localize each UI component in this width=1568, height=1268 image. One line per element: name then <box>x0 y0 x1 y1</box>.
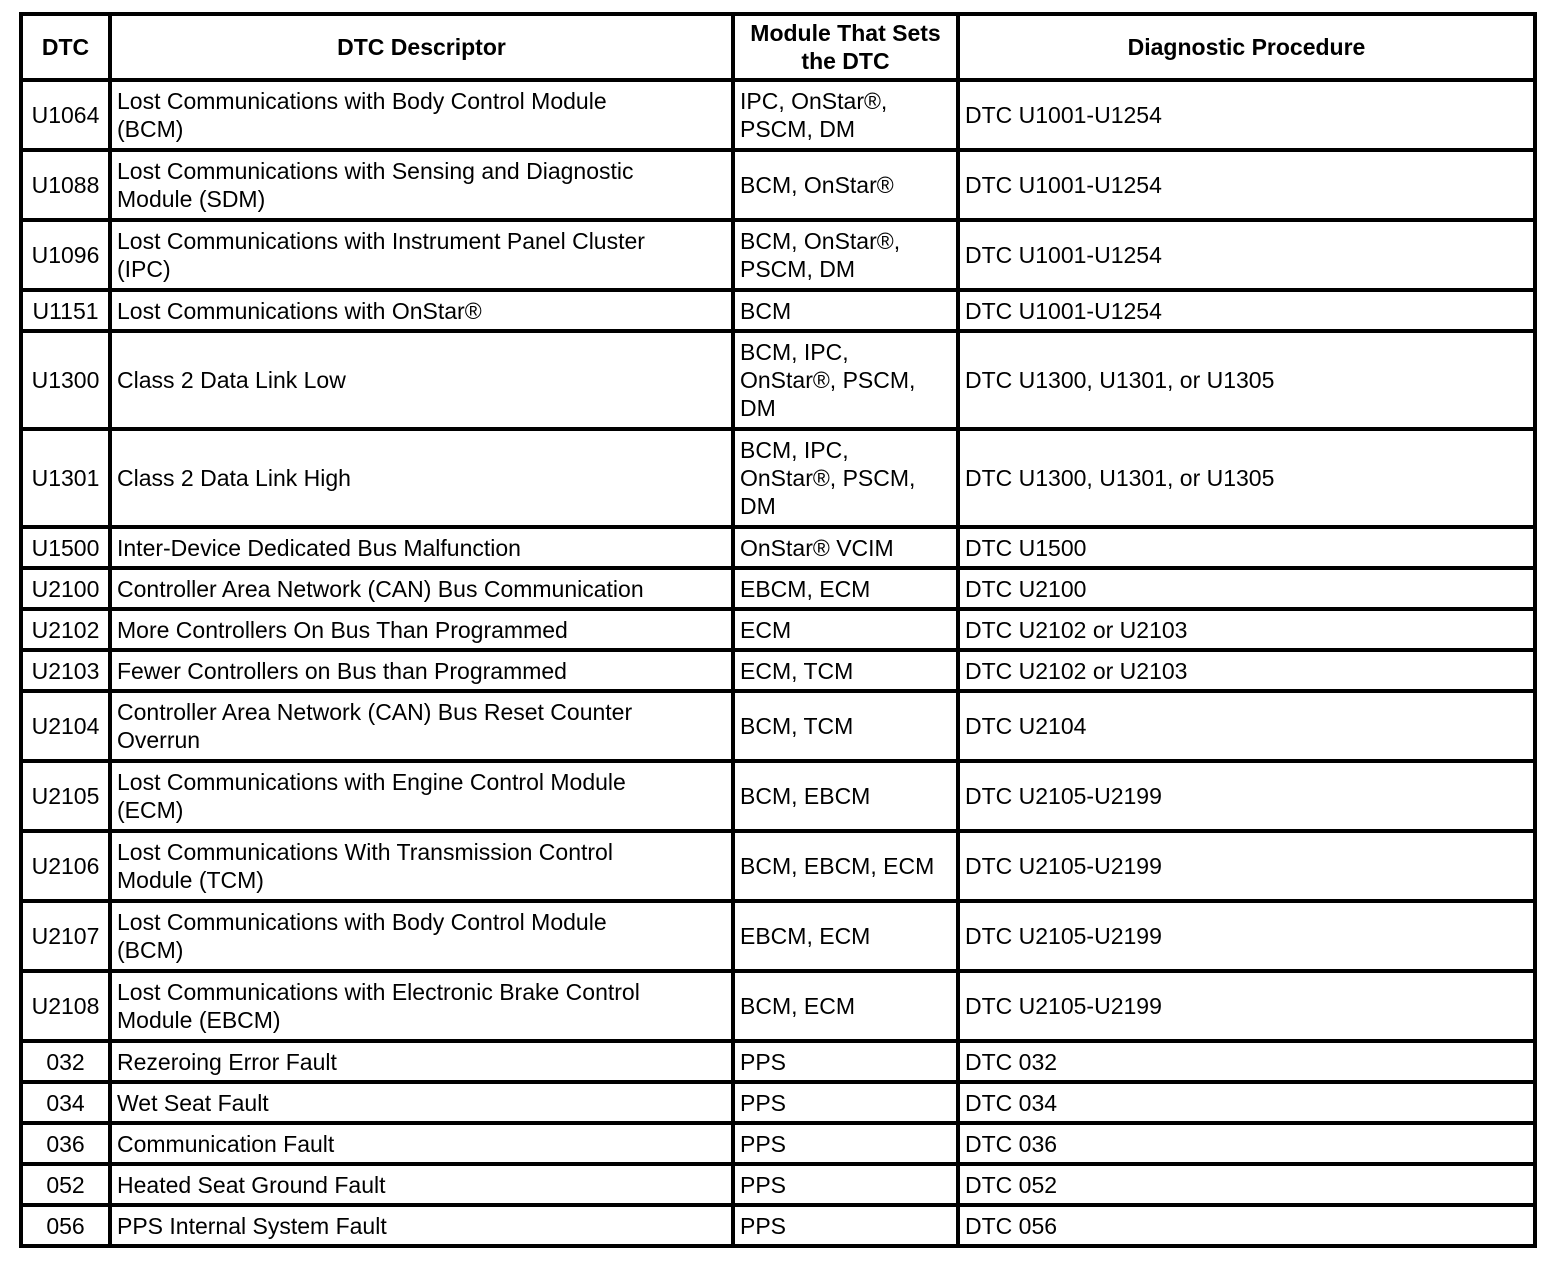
table-row <box>21 527 1535 568</box>
header-dtc: DTC <box>21 14 110 80</box>
descriptor-cell: Fewer Controllers on Bus than Programmed <box>110 650 733 691</box>
table-row <box>21 150 1535 220</box>
module-cell: PPS <box>733 1123 958 1164</box>
dtc-code-cell: U1301 <box>21 429 110 527</box>
table-row <box>21 1205 1535 1246</box>
descriptor-cell: Controller Area Network (CAN) Bus Reset Counter Overrun <box>110 691 733 761</box>
procedure-cell: DTC U1001-U1254 <box>958 80 1535 150</box>
module-cell: BCM, IPC, OnStar®, PSCM, DM <box>733 429 958 527</box>
table-row <box>21 429 1535 527</box>
procedure-cell: DTC U2105-U2199 <box>958 831 1535 901</box>
table-row <box>21 80 1535 150</box>
procedure-cell: DTC 056 <box>958 1205 1535 1246</box>
descriptor-cell: Lost Communications with Sensing and Diagnostic Module (SDM) <box>110 150 733 220</box>
table-row <box>21 1082 1535 1123</box>
descriptor-cell: Lost Communications with Engine Control Module (ECM) <box>110 761 733 831</box>
procedure-cell: DTC U1300, U1301, or U1305 <box>958 429 1535 527</box>
descriptor-cell: PPS Internal System Fault <box>110 1205 733 1246</box>
module-cell: EBCM, ECM <box>733 568 958 609</box>
header-row <box>21 14 1535 80</box>
module-cell: OnStar® VCIM <box>733 527 958 568</box>
table-row <box>21 220 1535 290</box>
module-cell: BCM, EBCM <box>733 761 958 831</box>
module-cell: PPS <box>733 1082 958 1123</box>
module-cell: BCM, ECM <box>733 971 958 1041</box>
procedure-cell: DTC 052 <box>958 1164 1535 1205</box>
dtc-code-cell: U1064 <box>21 80 110 150</box>
module-cell: BCM, OnStar®, PSCM, DM <box>733 220 958 290</box>
descriptor-cell: Lost Communications with Body Control Module (BCM) <box>110 901 733 971</box>
module-cell: BCM, EBCM, ECM <box>733 831 958 901</box>
dtc-code-cell: U2107 <box>21 901 110 971</box>
dtc-code-cell: U1096 <box>21 220 110 290</box>
table-row <box>21 971 1535 1041</box>
procedure-cell: DTC U2100 <box>958 568 1535 609</box>
dtc-code-cell: U2106 <box>21 831 110 901</box>
descriptor-cell: Controller Area Network (CAN) Bus Communication <box>110 568 733 609</box>
module-cell: BCM, IPC, OnStar®, PSCM, DM <box>733 331 958 429</box>
descriptor-cell: Rezeroing Error Fault <box>110 1041 733 1082</box>
module-cell: IPC, OnStar®, PSCM, DM <box>733 80 958 150</box>
module-cell: PPS <box>733 1205 958 1246</box>
descriptor-cell: Lost Communications with OnStar® <box>110 290 733 331</box>
dtc-code-cell: 032 <box>21 1041 110 1082</box>
dtc-code-cell: 034 <box>21 1082 110 1123</box>
descriptor-cell: Lost Communications with Instrument Panel Cluster (IPC) <box>110 220 733 290</box>
dtc-code-cell: U2105 <box>21 761 110 831</box>
table-row <box>21 331 1535 429</box>
module-cell: EBCM, ECM <box>733 901 958 971</box>
dtc-code-cell: U1088 <box>21 150 110 220</box>
procedure-cell: DTC U1300, U1301, or U1305 <box>958 331 1535 429</box>
table-row <box>21 650 1535 691</box>
table-row <box>21 1041 1535 1082</box>
dtc-code-cell: U2104 <box>21 691 110 761</box>
descriptor-cell: Communication Fault <box>110 1123 733 1164</box>
descriptor-cell: More Controllers On Bus Than Programmed <box>110 609 733 650</box>
descriptor-cell: Lost Communications with Electronic Brake Control Module (EBCM) <box>110 971 733 1041</box>
table-row <box>21 1123 1535 1164</box>
table-row <box>21 609 1535 650</box>
dtc-code-cell: U2103 <box>21 650 110 691</box>
header-module: Module That Sets the DTC <box>733 14 958 80</box>
descriptor-cell: Class 2 Data Link High <box>110 429 733 527</box>
descriptor-cell: Wet Seat Fault <box>110 1082 733 1123</box>
module-cell: BCM, OnStar® <box>733 150 958 220</box>
table-row <box>21 901 1535 971</box>
procedure-cell: DTC U1500 <box>958 527 1535 568</box>
dtc-code-cell: U1151 <box>21 290 110 331</box>
procedure-cell: DTC 032 <box>958 1041 1535 1082</box>
dtc-table <box>19 12 1537 1248</box>
procedure-cell: DTC U2102 or U2103 <box>958 609 1535 650</box>
procedure-cell: DTC U1001-U1254 <box>958 290 1535 331</box>
descriptor-cell: Lost Communications with Body Control Module (BCM) <box>110 80 733 150</box>
table-row <box>21 568 1535 609</box>
table-row <box>21 761 1535 831</box>
module-cell: ECM <box>733 609 958 650</box>
descriptor-cell: Lost Communications With Transmission Control Module (TCM) <box>110 831 733 901</box>
procedure-cell: DTC 034 <box>958 1082 1535 1123</box>
descriptor-cell: Heated Seat Ground Fault <box>110 1164 733 1205</box>
procedure-cell: DTC U2104 <box>958 691 1535 761</box>
procedure-cell: DTC U1001-U1254 <box>958 150 1535 220</box>
module-cell: BCM <box>733 290 958 331</box>
header-descriptor: DTC Descriptor <box>110 14 733 80</box>
descriptor-cell: Class 2 Data Link Low <box>110 331 733 429</box>
dtc-code-cell: 056 <box>21 1205 110 1246</box>
dtc-code-cell: 052 <box>21 1164 110 1205</box>
table-row <box>21 691 1535 761</box>
procedure-cell: DTC U2102 or U2103 <box>958 650 1535 691</box>
module-cell: BCM, TCM <box>733 691 958 761</box>
dtc-code-cell: 036 <box>21 1123 110 1164</box>
procedure-cell: DTC U2105-U2199 <box>958 901 1535 971</box>
dtc-code-cell: U2102 <box>21 609 110 650</box>
procedure-cell: DTC 036 <box>958 1123 1535 1164</box>
dtc-code-cell: U2100 <box>21 568 110 609</box>
header-procedure: Diagnostic Procedure <box>958 14 1535 80</box>
descriptor-cell: Inter-Device Dedicated Bus Malfunction <box>110 527 733 568</box>
procedure-cell: DTC U1001-U1254 <box>958 220 1535 290</box>
table-row <box>21 1164 1535 1205</box>
procedure-cell: DTC U2105-U2199 <box>958 761 1535 831</box>
dtc-code-cell: U1500 <box>21 527 110 568</box>
procedure-cell: DTC U2105-U2199 <box>958 971 1535 1041</box>
table-row <box>21 831 1535 901</box>
dtc-code-cell: U2108 <box>21 971 110 1041</box>
table-row <box>21 290 1535 331</box>
module-cell: PPS <box>733 1164 958 1205</box>
module-cell: PPS <box>733 1041 958 1082</box>
dtc-code-cell: U1300 <box>21 331 110 429</box>
module-cell: ECM, TCM <box>733 650 958 691</box>
